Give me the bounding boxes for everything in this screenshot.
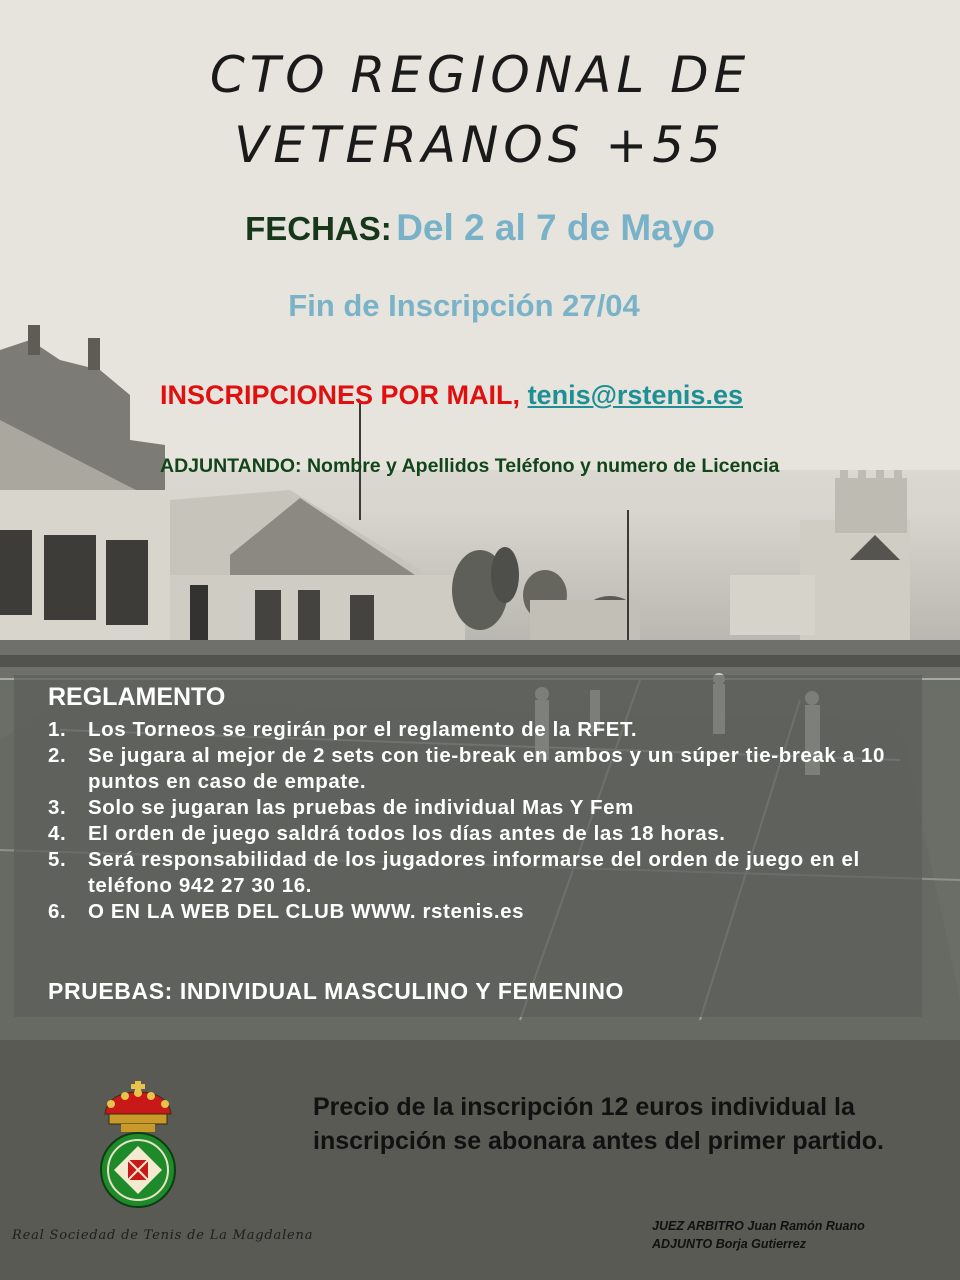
- price-info: Precio de la inscripción 12 euros individual la inscripción se abonara antes del primer partido.: [313, 1093, 884, 1155]
- dates-value: Del 2 al 7 de Mayo: [396, 207, 715, 248]
- rules-heading: REGLAMENTO: [48, 683, 226, 711]
- registration-label: INSCRIPCIONES POR MAIL: [160, 380, 513, 410]
- rule-text: Los Torneos se regirán por el reglamento de la RFET.: [88, 718, 638, 741]
- crown-icon: [105, 1081, 171, 1124]
- rule-item: [48, 743, 928, 795]
- rule-number: 1.: [48, 718, 67, 741]
- club-signature: Real Sociedad de Tenis de La Magdalena: [12, 1228, 314, 1243]
- rule-number: 5.: [48, 848, 67, 871]
- tournament-dates: [0, 207, 960, 249]
- referee-line: [652, 1217, 865, 1235]
- rule-item: [48, 847, 928, 899]
- rule-number: 4.: [48, 822, 67, 845]
- rule-text: O EN LA WEB DEL CLUB WWW. rstenis.es: [88, 900, 525, 923]
- title-line-2: VETERANOS +55: [234, 116, 726, 174]
- club-emblem-icon: [101, 1133, 175, 1207]
- rule-text: El orden de juego saldrá todos los días antes de las 18 horas.: [88, 822, 726, 845]
- assistant-role: ADJUNTO: [652, 1237, 713, 1251]
- club-crest-logo: [95, 1080, 181, 1210]
- assistant-line: [652, 1235, 865, 1253]
- rule-text: Solo se jugaran las pruebas de individual Mas Y Fem: [88, 796, 634, 819]
- rule-text: Será responsabilidad de los jugadores informarse del orden de juego en el teléfono 942 27 30 16.: [88, 848, 860, 897]
- rules-list: [48, 717, 928, 925]
- registration-line: [160, 380, 743, 411]
- rule-item: [48, 717, 928, 743]
- title-line-1: CTO REGIONAL DE: [209, 46, 751, 104]
- assistant-name: Borja Gutierrez: [715, 1237, 806, 1251]
- referee-info: [652, 1217, 865, 1253]
- registration-separator: ,: [512, 380, 521, 410]
- rule-text: Se jugara al mejor de 2 sets con tie-break en ambos y un súper tie-break a 10 puntos en caso de empate.: [88, 744, 886, 793]
- referee-name: Juan Ramón Ruano: [747, 1219, 865, 1233]
- rule-item: [48, 795, 928, 821]
- events-line: PRUEBAS: INDIVIDUAL MASCULINO Y FEMENINO: [48, 978, 625, 1004]
- referee-role: JUEZ ARBITRO: [652, 1219, 744, 1233]
- registration-deadline: Fin de Inscripción 27/04: [288, 288, 640, 323]
- rule-number: 6.: [48, 900, 67, 923]
- dates-label: FECHAS:: [245, 210, 392, 247]
- rule-item: [48, 899, 928, 925]
- rule-number: 3.: [48, 796, 67, 819]
- attach-requirements: ADJUNTANDO: Nombre y Apellidos Teléfono y numero de Licencia: [160, 455, 780, 477]
- rule-number: 2.: [48, 744, 67, 767]
- rule-item: [48, 821, 928, 847]
- registration-email-link[interactable]: tenis@rstenis.es: [527, 380, 743, 410]
